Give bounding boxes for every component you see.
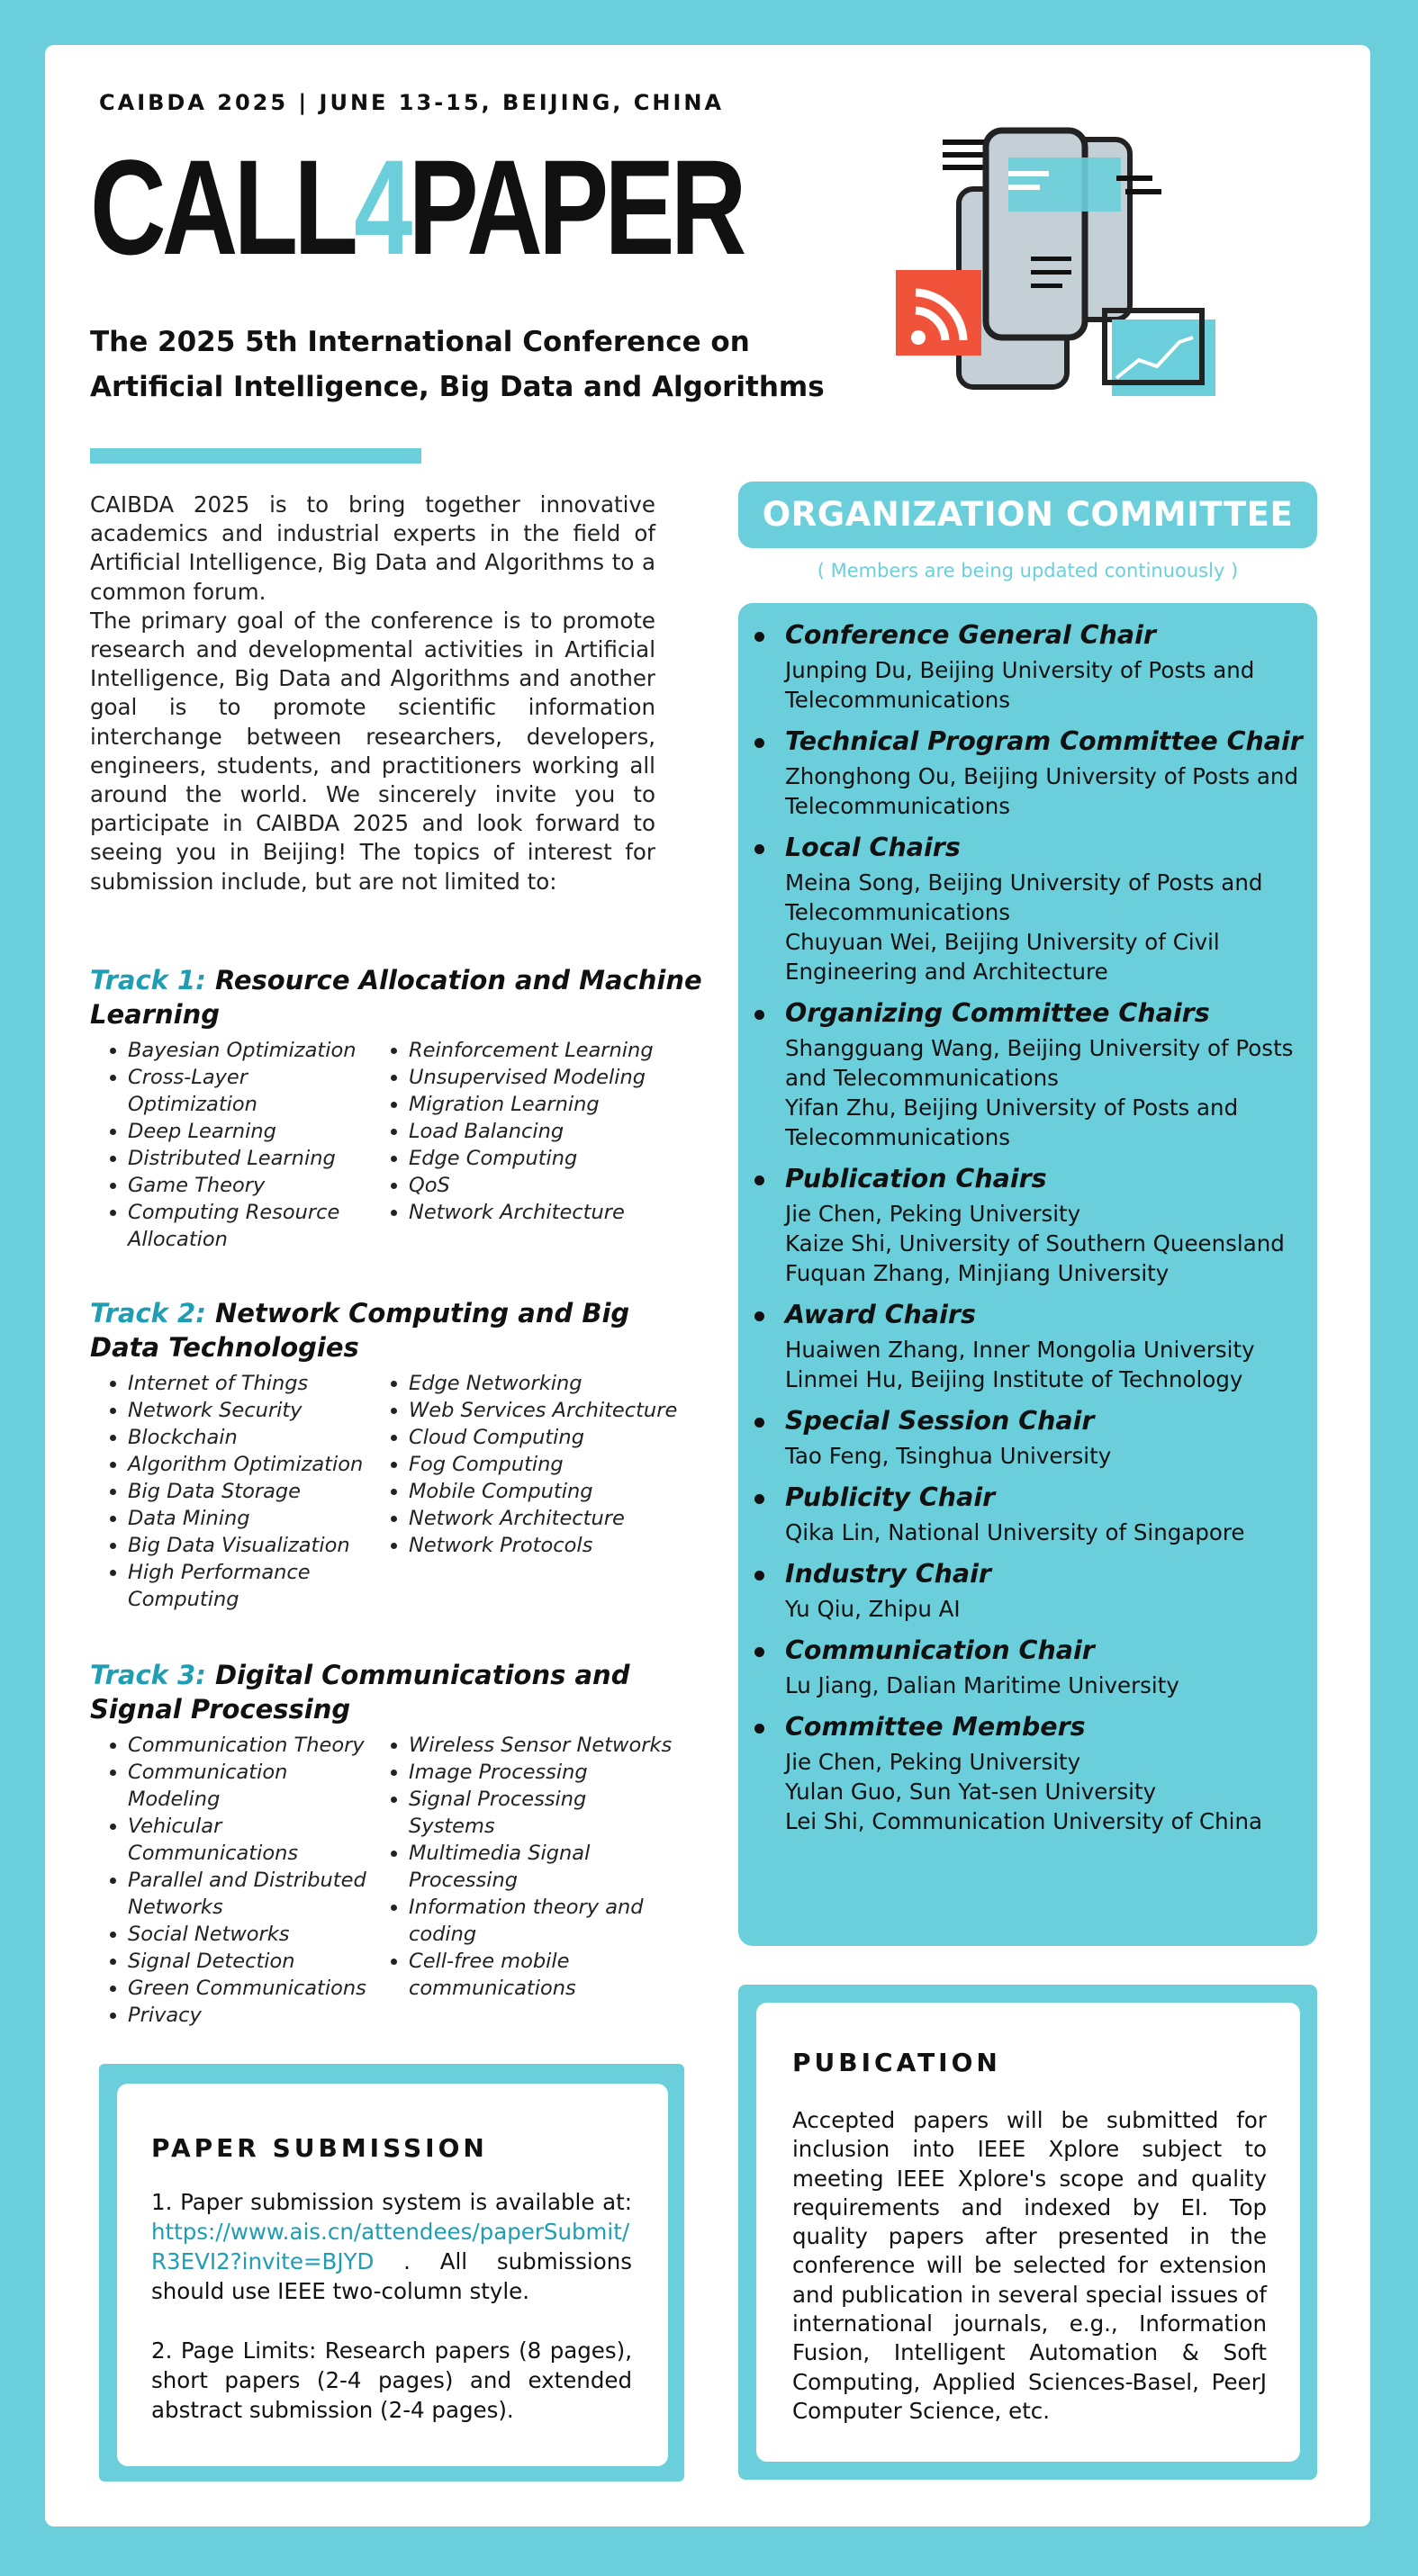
paper-submission-heading: PAPER SUBMISSION xyxy=(151,2133,488,2163)
list-item: • Fog Computing xyxy=(409,1451,679,1478)
title-part-paper: PAPER xyxy=(408,131,743,283)
committee-member: Jie Chen, Peking University xyxy=(785,1201,1081,1227)
list-item: • Wireless Sensor Networks xyxy=(409,1732,679,1759)
list-item: • Network Architecture xyxy=(409,1505,679,1532)
track-2-heading xyxy=(90,1296,702,1365)
list-item: • QoS xyxy=(409,1172,679,1199)
list-item: • Network Architecture xyxy=(409,1199,679,1226)
list-item: • Reinforcement Learning xyxy=(409,1037,679,1064)
list-item: • Cloud Computing xyxy=(409,1424,679,1451)
committee-member: Lei Shi, Communication University of China xyxy=(785,1808,1263,1834)
publication-heading: PUBICATION xyxy=(792,2048,1001,2077)
committee-role-title: Publicity Chair xyxy=(753,1478,1311,1518)
committee-role xyxy=(753,1295,1311,1394)
list-item: • Deep Learning xyxy=(128,1118,371,1145)
committee-role-title: Publication Chairs xyxy=(753,1159,1311,1199)
list-item: • Parallel and Distributed Networks xyxy=(128,1867,371,1921)
committee-member: Kaize Shi, University of Southern Queensland xyxy=(785,1230,1285,1256)
track-1-title: Resource Allocation and Machine Learning xyxy=(90,965,702,1030)
committee-member: Chuyuan Wei, Beijing University of Civil Engineering and Architecture xyxy=(785,929,1220,985)
list-item: • High Performance Computing xyxy=(128,1559,371,1613)
committee-member: Zhonghong Ou, Beijing University of Posts and Telecommunications xyxy=(785,763,1299,819)
list-item: • Cross-Layer Optimization xyxy=(128,1064,371,1118)
list-item: • Big Data Storage xyxy=(128,1478,371,1505)
track-1-topics-col2 xyxy=(371,1037,679,1253)
list-item: • Cell-free mobile communications xyxy=(409,1948,679,2002)
committee-role xyxy=(753,616,1311,715)
track-3-topics-col1 xyxy=(90,1732,371,2029)
spacer xyxy=(151,2306,632,2336)
list-item: • Network Protocols xyxy=(409,1532,679,1559)
committee-member: Lu Jiang, Dalian Maritime University xyxy=(785,1672,1179,1698)
committee-role xyxy=(753,1707,1311,1836)
conference-full-name xyxy=(90,320,900,410)
committee-member: Shangguang Wang, Beijing University of Posts and Telecommunications xyxy=(785,1035,1294,1091)
track-3-title: Digital Communications and Signal Processing xyxy=(90,1660,630,1725)
committee-role-title: Industry Chair xyxy=(753,1554,1311,1594)
list-item: • Social Networks xyxy=(128,1921,371,1948)
intro-paragraph-2: The primary goal of the conference is to promote research and developmental activities in Artificial Intelligence, Big Data and Algorithms and another goal is to promote scientific information interchange between researchers, developers, engineers, students, and practitioners working all around the world. We sincerely invite you to participate in CAIBDA 2025 and look forward to seeing you in Beijing! The topics of interest for submission include, but are not limited to: xyxy=(90,607,655,895)
list-item: • Edge Networking xyxy=(409,1370,679,1397)
submission-system-link[interactable]: https://www.ais.cn/attendees/paperSubmit/R3EVI2?invite=BJYD xyxy=(151,2219,630,2274)
track-2-title: Network Computing and Big Data Technologies xyxy=(90,1298,630,1363)
committee-member: Huaiwen Zhang, Inner Mongolia University xyxy=(785,1337,1255,1363)
list-item: • Image Processing xyxy=(409,1759,679,1786)
conference-name-line1: The 2025 5th International Conference on xyxy=(90,326,750,358)
committee-role xyxy=(753,994,1311,1152)
list-item: • Blockchain xyxy=(128,1424,371,1451)
list-item: • Communication Theory xyxy=(128,1732,371,1759)
conference-name-line2: Artificial Intelligence, Big Data and Algorithms xyxy=(90,371,825,403)
committee-role-title: Communication Chair xyxy=(753,1631,1311,1671)
track-3-label: Track 3: xyxy=(90,1660,206,1690)
document-illustration-icon xyxy=(896,122,1238,410)
list-item: • Computing Resource Allocation xyxy=(128,1199,371,1253)
organization-update-note: ( Members are being updated continuously ) xyxy=(817,560,1239,581)
submission-item-1 xyxy=(151,2187,632,2306)
committee-role xyxy=(753,828,1311,986)
list-item: • Game Theory xyxy=(128,1172,371,1199)
list-item: • Information theory and coding xyxy=(409,1894,679,1948)
committee-role-title: Committee Members xyxy=(753,1707,1311,1747)
list-item: • Communication Modeling xyxy=(128,1759,371,1813)
list-item: • Unsupervised Modeling xyxy=(409,1064,679,1091)
list-item: • Algorithm Optimization xyxy=(128,1451,371,1478)
accent-divider xyxy=(90,448,421,464)
track-1-heading xyxy=(90,963,702,1031)
title-part-call: CALL xyxy=(90,131,355,283)
title-accent-4: 4 xyxy=(354,131,409,283)
organization-committee-heading: ORGANIZATION COMMITTEE xyxy=(738,482,1317,548)
committee-member: Qika Lin, National University of Singapore xyxy=(785,1519,1245,1545)
list-item: • Migration Learning xyxy=(409,1091,679,1118)
list-item: • Big Data Visualization xyxy=(128,1532,371,1559)
list-item: • Distributed Learning xyxy=(128,1145,371,1172)
organization-committee-list xyxy=(753,616,1311,1843)
list-item: • Multimedia Signal Processing xyxy=(409,1840,679,1894)
list-item: • Data Mining xyxy=(128,1505,371,1532)
committee-role-title: Technical Program Committee Chair xyxy=(753,722,1311,761)
committee-role-title: Special Session Chair xyxy=(753,1401,1311,1441)
committee-role-title: Award Chairs xyxy=(753,1295,1311,1335)
submission-item-1-prefix: 1. Paper submission system is available at: xyxy=(151,2189,632,2215)
committee-member: Linmei Hu, Beijing Institute of Technology xyxy=(785,1366,1243,1392)
submission-item-2: 2. Page Limits: Research papers (8 pages), short papers (2-4 pages) and extended abstract submission (2-4 pages). xyxy=(151,2337,632,2423)
track-2-topics-col1 xyxy=(90,1370,371,1613)
list-item: • Web Services Architecture xyxy=(409,1397,679,1424)
list-item: • Vehicular Communications xyxy=(128,1813,371,1867)
committee-role xyxy=(753,1554,1311,1624)
committee-member: Tao Feng, Tsinghua University xyxy=(785,1443,1112,1469)
track-3-topics-col2 xyxy=(371,1732,679,2029)
paper-submission-body xyxy=(151,2187,632,2425)
committee-member: Meina Song, Beijing University of Posts and Telecommunications xyxy=(785,869,1263,925)
committee-member: Jie Chen, Peking University xyxy=(785,1749,1081,1775)
list-item: • Signal Detection xyxy=(128,1948,371,1975)
list-item: • Edge Computing xyxy=(409,1145,679,1172)
committee-role xyxy=(753,1159,1311,1288)
publication-body: Accepted papers will be submitted for inclusion into IEEE Xplore subject to meeting IEEE Xplore's scope and quality requirements and indexed by EI. Top quality papers after presented in the conference will be selected for extension and publication in several special issues of international journals, e.g., Information Fusion, Intelligent Automation & Soft Computing, Applied Sciences-Basel, PeerJ Computer Science, etc. xyxy=(792,2107,1267,2424)
committee-member: Fuquan Zhang, Minjiang University xyxy=(785,1260,1170,1286)
list-item: • Mobile Computing xyxy=(409,1478,679,1505)
committee-role-title: Conference General Chair xyxy=(753,616,1311,655)
submission-item-1-suffix: . All submissions should use IEEE two-column style. xyxy=(151,2248,632,2304)
track-2-topics-col2 xyxy=(371,1370,679,1613)
list-item: • Signal Processing Systems xyxy=(409,1786,679,1840)
conference-dateline: CAIBDA 2025 | JUNE 13-15, BEIJING, CHINA xyxy=(99,90,725,115)
list-item: • Network Security xyxy=(128,1397,371,1424)
committee-role xyxy=(753,1631,1311,1700)
committee-role xyxy=(753,1478,1311,1547)
intro-paragraph-1: CAIBDA 2025 is to bring together innovative academics and industrial experts in the field of Artificial Intelligence, Big Data and Algorithms to a common forum. xyxy=(90,491,655,605)
committee-member: Yifan Zhu, Beijing University of Posts and Telecommunications xyxy=(785,1094,1239,1150)
intro-text xyxy=(90,491,655,896)
list-item: • Privacy xyxy=(128,2002,371,2029)
list-item: • Bayesian Optimization xyxy=(128,1037,371,1064)
committee-member: Yu Qiu, Zhipu AI xyxy=(785,1596,961,1622)
list-item: • Internet of Things xyxy=(128,1370,371,1397)
track-1-label: Track 1: xyxy=(90,965,206,995)
committee-role xyxy=(753,722,1311,821)
list-item: • Green Communications xyxy=(128,1975,371,2002)
committee-role-title: Organizing Committee Chairs xyxy=(753,994,1311,1033)
track-2-label: Track 2: xyxy=(90,1298,206,1329)
track-3-heading xyxy=(90,1658,702,1726)
list-item: • Load Balancing xyxy=(409,1118,679,1145)
track-1 xyxy=(90,963,702,1253)
committee-member: Yulan Guo, Sun Yat-sen University xyxy=(785,1779,1157,1805)
track-2 xyxy=(90,1296,702,1613)
call-for-paper-title xyxy=(90,131,743,283)
track-3 xyxy=(90,1658,702,2029)
track-1-topics-col1 xyxy=(90,1037,371,1253)
committee-role xyxy=(753,1401,1311,1471)
committee-member: Junping Du, Beijing University of Posts and Telecommunications xyxy=(785,657,1255,713)
committee-role-title: Local Chairs xyxy=(753,828,1311,868)
